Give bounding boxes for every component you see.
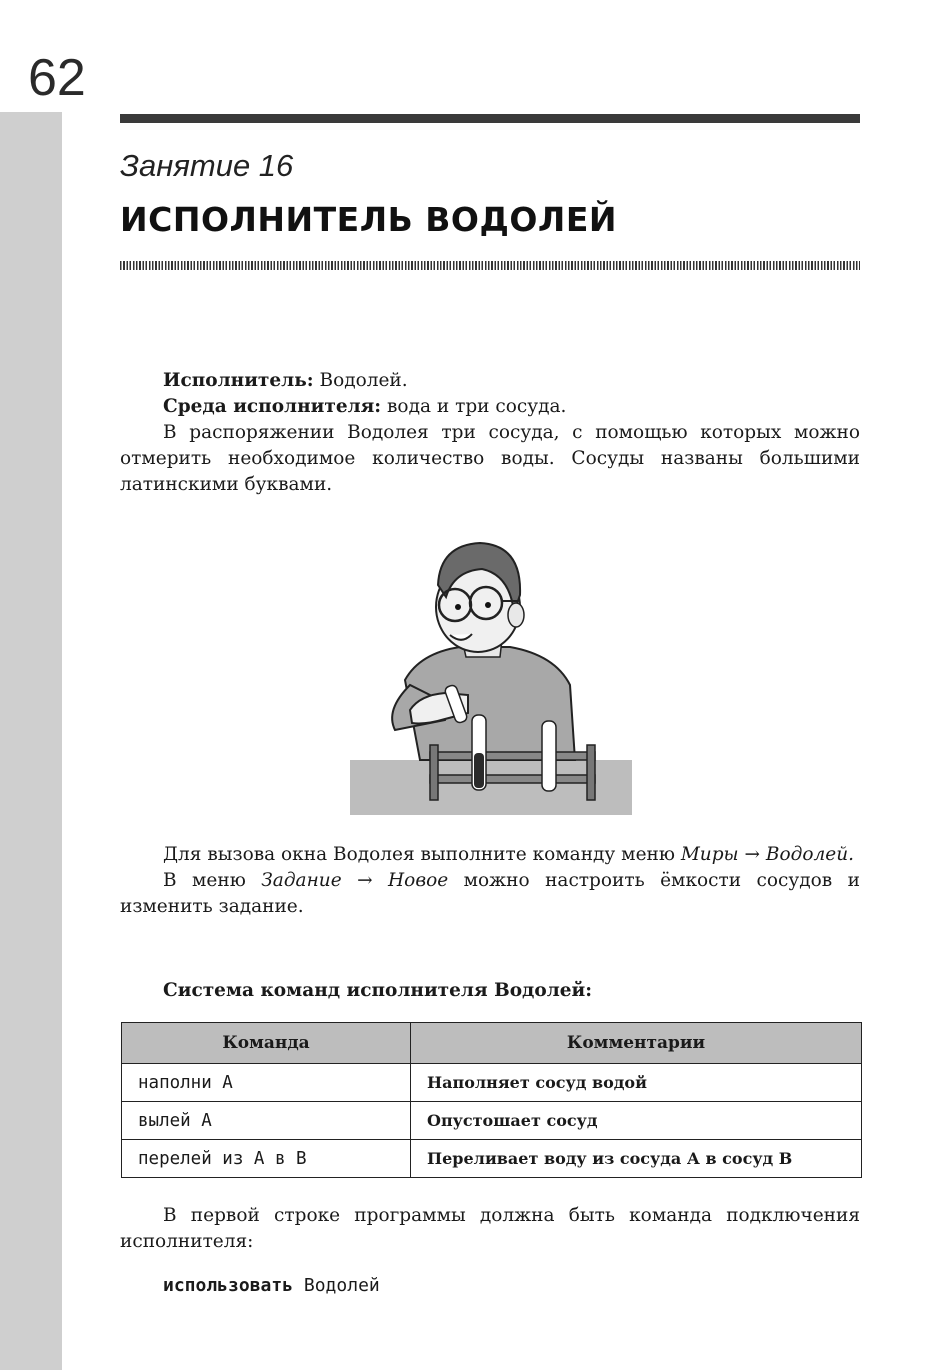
comment-cell: Наполняет сосуд водой: [411, 1064, 862, 1102]
comment-column-header: Комментарии: [411, 1023, 862, 1064]
table-row: [122, 1140, 862, 1178]
top-rule: [120, 114, 860, 123]
environment-value: вода и три сосуда.: [381, 396, 567, 417]
hatched-rule: [120, 261, 860, 270]
environment-line: [120, 394, 860, 420]
page-number: 62: [28, 49, 86, 107]
comment-cell: Переливает воду из сосуда А в сосуд В: [411, 1140, 862, 1178]
table-header-row: [122, 1023, 862, 1064]
command-column-header: Команда: [122, 1023, 411, 1064]
menu-p2-path: Задание → Новое: [261, 870, 449, 891]
menu-p2-text-start: В меню: [163, 870, 262, 891]
intro-description: В распоряжении Водолея три сосуда, с помощью которых можно отмерить необходимое количество воды. Сосуды названы большими латинскими буквами.: [120, 422, 860, 495]
command-cell: перелей из A в B: [122, 1140, 411, 1178]
table-row: [122, 1102, 862, 1140]
command-cell: вылей A: [122, 1102, 411, 1140]
intro-section: [120, 368, 860, 498]
code-keyword: использовать: [163, 1275, 294, 1296]
lesson-title: ИСПОЛНИТЕЛЬ ВОДОЛЕЙ: [120, 200, 617, 239]
menu-paragraph-2: [120, 868, 860, 920]
command-cell: наполни A: [122, 1064, 411, 1102]
lesson-label: Занятие 16: [120, 148, 294, 183]
executor-value: Водолей.: [313, 370, 408, 391]
closing-text: В первой строке программы должна быть команда подключения исполнителя:: [120, 1205, 860, 1252]
menu-p2-text-end: можно настроить ёмкости сосудов и изменить задание.: [120, 870, 860, 917]
comment-cell: Опустошает сосуд: [411, 1102, 862, 1140]
menu-p1-path: Миры → Водолей.: [680, 844, 854, 865]
menu-instructions: [120, 842, 860, 920]
code-argument: Водолей: [293, 1275, 380, 1296]
executor-label: Исполнитель:: [163, 370, 314, 391]
environment-label: Среда исполнителя:: [163, 396, 382, 417]
executor-line: [120, 368, 860, 394]
scientist-with-test-tubes-illustration: [350, 535, 632, 815]
table-row: [122, 1064, 862, 1102]
command-system-heading: Система команд исполнителя Водолей:: [163, 980, 593, 1001]
menu-p1-text: Для вызова окна Водолея выполните команду меню: [163, 844, 681, 865]
closing-paragraph: [120, 1203, 860, 1255]
code-line: [163, 1275, 380, 1296]
menu-paragraph-1: [120, 842, 860, 868]
page-margin-strip: [0, 112, 62, 1370]
command-table: [121, 1022, 862, 1178]
